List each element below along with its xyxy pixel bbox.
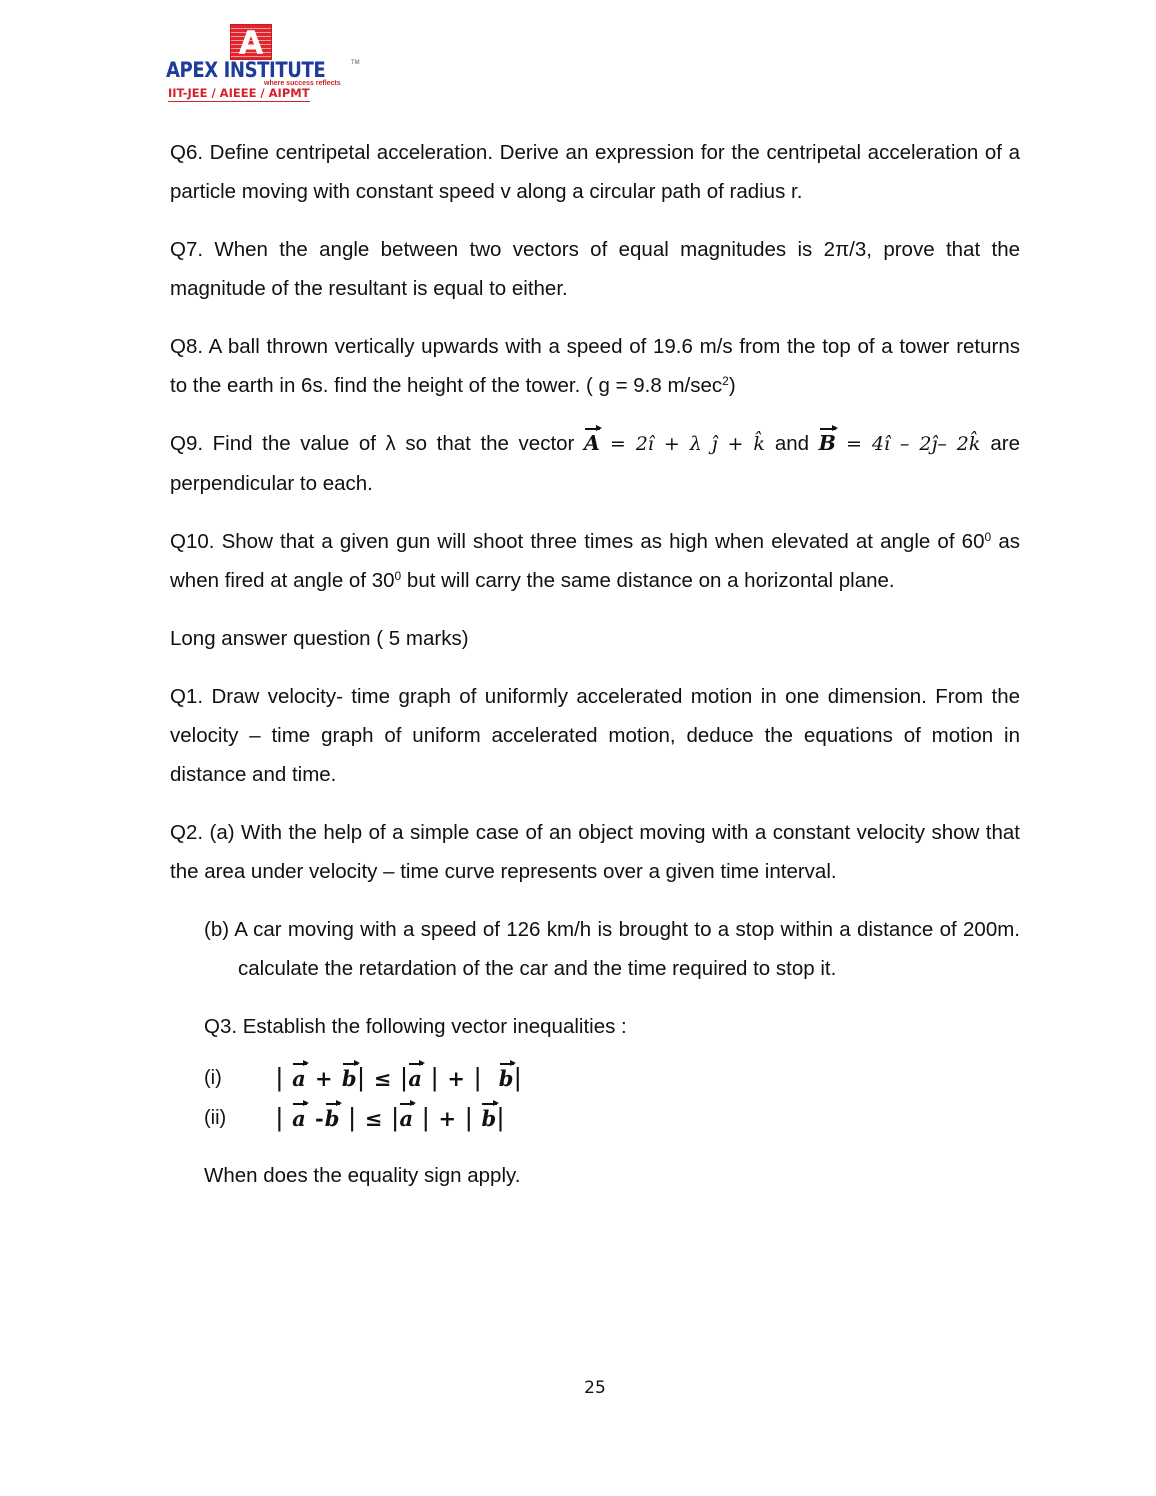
long-question-q3: Q3. Establish the following vector inequalities :	[204, 1015, 627, 1038]
apex-institute-logo	[166, 24, 366, 104]
logo-a-mark-icon	[230, 24, 272, 60]
q10-degree-sup-1: 0	[984, 530, 992, 544]
long-answer-heading: Long answer question ( 5 marks)	[170, 627, 469, 650]
page-number: 25	[584, 1378, 606, 1398]
logo-name: APEX INSTITUTE	[166, 58, 326, 82]
vector-a-symbol: A	[584, 424, 600, 463]
vector-b: b	[481, 1099, 497, 1138]
vector-a: a	[408, 1059, 423, 1098]
q10-part1: Q10. Show that a given gun will shoot three times as high when elevated at angle of 60	[170, 530, 985, 553]
vector-b: b	[342, 1059, 358, 1098]
question-q9	[170, 424, 1020, 503]
q9-equation-b: = 4î – 2ĵ– 2k̂	[836, 433, 991, 455]
closing-question: When does the equality sign apply.	[204, 1164, 521, 1187]
question-q10	[170, 522, 1020, 600]
vector-b: b	[325, 1099, 341, 1138]
plus: +	[438, 1106, 458, 1131]
logo-mark-letter: A	[238, 24, 264, 62]
q9-and: and	[774, 432, 819, 455]
logo-trademark: TM	[351, 60, 360, 66]
relation: ≤	[364, 1106, 384, 1131]
question-q8	[170, 327, 1020, 405]
q10-degree-sup-2: 0	[394, 569, 402, 583]
long-question-q1: Q1. Draw velocity- time graph of uniformly accelerated motion in one dimension. From the velocity – time graph of uniform accelerated motion, deduce the equations of motion in distance and time.	[170, 685, 1020, 786]
vector-a: a	[399, 1099, 414, 1138]
long-question-q2b: (b) A car moving with a speed of 126 km/h is brought to a stop within a distance of 200m. calculate the retardation of the car and the time required to stop it.	[204, 918, 1020, 980]
question-q7: Q7. When the angle between two vectors of equal magnitudes is 2π/3, prove that the magnitude of the resultant is equal to either.	[170, 238, 1020, 300]
q8-text: Q8. A ball thrown vertically upwards with a speed of 19.6 m/s from the top of a tower returns to the earth in 6s. find the height of the tower. ( g = 9.8 m/sec	[170, 335, 1020, 397]
vector-b-symbol: B	[819, 424, 836, 463]
q8-superscript: 2	[722, 374, 729, 388]
inequality-i	[204, 1058, 1020, 1098]
q9-prefix: Q9. Find the value of λ so that the vector	[170, 432, 584, 455]
q9-suffix: are perpendicular to each.	[170, 432, 1020, 495]
vector-a: a	[292, 1099, 307, 1138]
q10-part3: but will carry the same distance on a horizontal plane.	[401, 569, 895, 592]
relation: ≤	[373, 1066, 393, 1091]
operator: -	[315, 1106, 325, 1131]
plus: +	[447, 1066, 466, 1091]
inequality-expression: | a + b| ≤ |a | + | b|	[276, 1058, 522, 1098]
inequality-label: (i)	[204, 1066, 222, 1089]
q8-text-end: )	[728, 374, 736, 397]
logo-tagline: where success reflects	[264, 80, 341, 87]
logo-exams: IIT-JEE / AIEEE / AIPMT	[168, 86, 310, 100]
question-q6: Q6. Define centripetal acceleration. Derive an expression for the centripetal acceleration of a particle moving with constant speed v along a circular path of radius r.	[170, 141, 1020, 203]
vector-a: a	[292, 1059, 307, 1098]
vector-b: b	[499, 1059, 515, 1098]
q10-part2: as when fired at angle of 30	[170, 530, 1020, 592]
q9-equation-a: = 2î + λ ĵ + k̂	[599, 433, 775, 455]
long-question-q2a: Q2. (a) With the help of a simple case of an object moving with a constant velocity show that the area under velocity – time curve represents over a given time interval.	[170, 821, 1020, 883]
inequality-label: (ii)	[204, 1106, 227, 1129]
document-body	[170, 133, 1020, 1214]
inequality-expression: | a -b | ≤ |a | + | b|	[276, 1098, 505, 1138]
operator: +	[315, 1066, 334, 1091]
inequality-ii	[204, 1098, 1020, 1138]
